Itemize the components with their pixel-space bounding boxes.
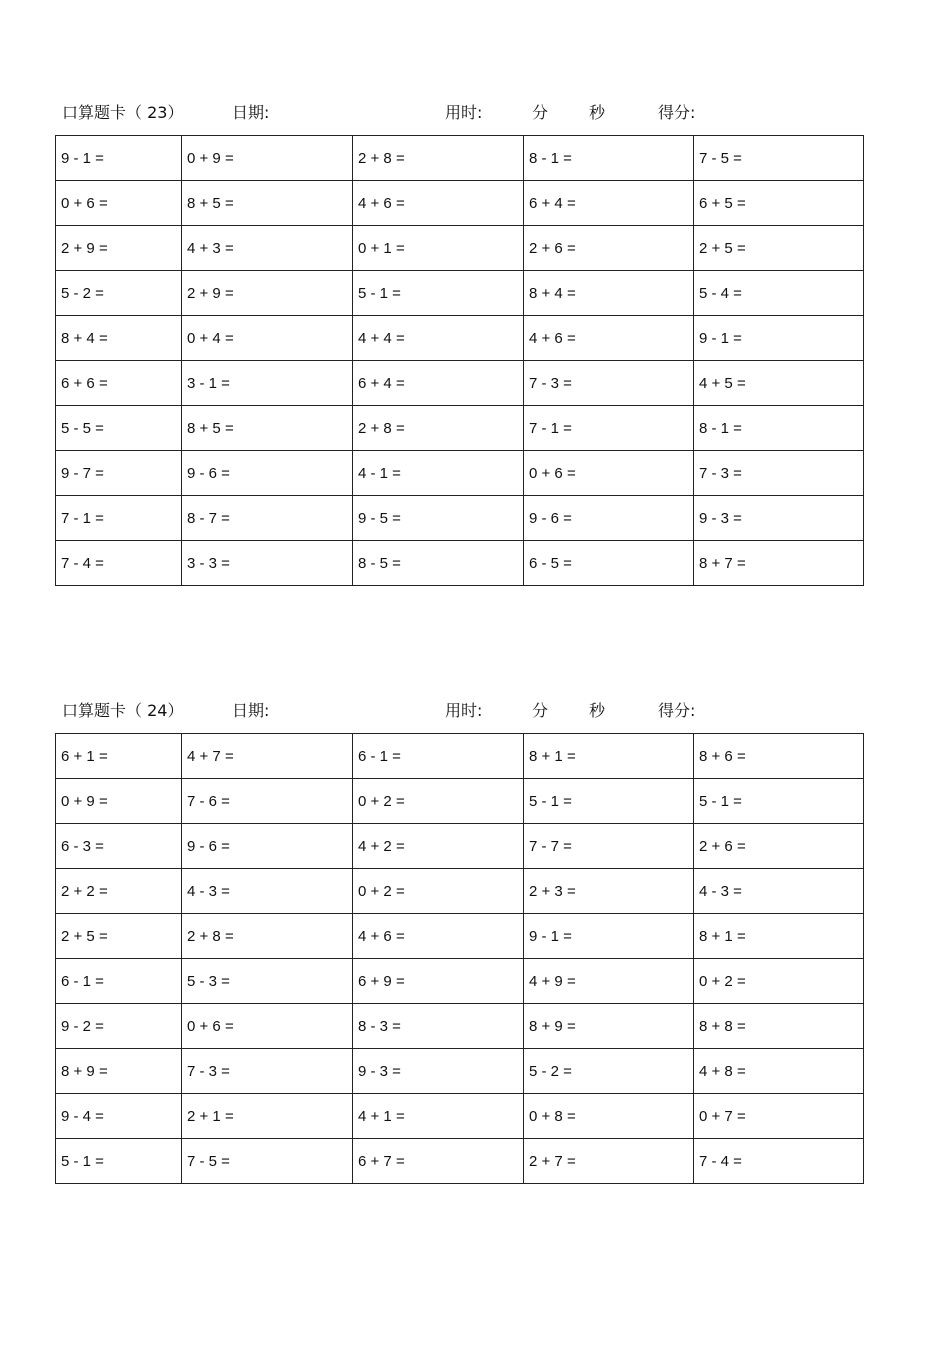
problem-cell: 8 + 5 =: [182, 181, 353, 226]
second-label: 秒: [589, 103, 606, 122]
problem-cell: 9 - 3 =: [353, 1049, 524, 1094]
problem-cell: 8 - 3 =: [353, 1004, 524, 1049]
problem-cell: 8 + 4 =: [56, 316, 182, 361]
problem-cell: 7 - 6 =: [182, 779, 353, 824]
problem-cell: 6 + 1 =: [56, 734, 182, 779]
problem-cell: 6 - 5 =: [524, 541, 694, 586]
problem-cell: 4 + 1 =: [353, 1094, 524, 1139]
problem-cell: 6 - 1 =: [353, 734, 524, 779]
problem-cell: 7 - 7 =: [524, 824, 694, 869]
problem-cell: 2 + 9 =: [56, 226, 182, 271]
problem-cell: 6 + 6 =: [56, 361, 182, 406]
time-label: 用时:: [445, 701, 483, 720]
problem-row: [56, 1094, 864, 1139]
problem-cell: 8 + 4 =: [524, 271, 694, 316]
problem-cell: 7 - 4 =: [694, 1139, 864, 1184]
problem-cell: 8 + 9 =: [56, 1049, 182, 1094]
problem-cell: 2 + 6 =: [524, 226, 694, 271]
problem-cell: 9 - 1 =: [56, 136, 182, 181]
problem-cell: 4 - 3 =: [182, 869, 353, 914]
problem-cell: 2 + 7 =: [524, 1139, 694, 1184]
card-title: 口算题卡（ 24）: [62, 701, 184, 720]
time-label: 用时:: [445, 103, 483, 122]
problem-cell: 5 - 5 =: [56, 406, 182, 451]
card-header: [0, 100, 950, 130]
problem-cell: 5 - 2 =: [56, 271, 182, 316]
problem-cell: 2 + 6 =: [694, 824, 864, 869]
minute-label: 分: [532, 701, 549, 720]
problem-row: [56, 824, 864, 869]
problem-row: [56, 1139, 864, 1184]
problem-cell: 4 + 6 =: [353, 914, 524, 959]
problem-cell: 7 - 4 =: [56, 541, 182, 586]
problem-cell: 2 + 2 =: [56, 869, 182, 914]
problem-row: [56, 406, 864, 451]
problem-cell: 4 + 8 =: [694, 1049, 864, 1094]
problem-cell: 8 - 7 =: [182, 496, 353, 541]
problem-cell: 6 + 9 =: [353, 959, 524, 1004]
problem-cell: 0 + 6 =: [524, 451, 694, 496]
problem-cell: 2 + 8 =: [353, 406, 524, 451]
problem-cell: 6 - 3 =: [56, 824, 182, 869]
problem-cell: 8 + 1 =: [524, 734, 694, 779]
problem-cell: 9 - 4 =: [56, 1094, 182, 1139]
problem-cell: 2 + 9 =: [182, 271, 353, 316]
problem-row: [56, 181, 864, 226]
problem-cell: 0 + 8 =: [524, 1094, 694, 1139]
problem-cell: 4 + 5 =: [694, 361, 864, 406]
problem-cell: 8 + 6 =: [694, 734, 864, 779]
problem-cell: 9 - 5 =: [353, 496, 524, 541]
problem-cell: 9 - 2 =: [56, 1004, 182, 1049]
problem-cell: 2 + 5 =: [56, 914, 182, 959]
problem-row: [56, 316, 864, 361]
problem-row: [56, 361, 864, 406]
problem-cell: 5 - 1 =: [56, 1139, 182, 1184]
problem-cell: 7 - 3 =: [524, 361, 694, 406]
problem-cell: 9 - 7 =: [56, 451, 182, 496]
problem-cell: 5 - 2 =: [524, 1049, 694, 1094]
problem-cell: 4 + 4 =: [353, 316, 524, 361]
practice-card-24: [0, 698, 950, 1170]
problem-cell: 6 - 1 =: [56, 959, 182, 1004]
problem-cell: 9 - 6 =: [182, 824, 353, 869]
problem-row: [56, 914, 864, 959]
problem-cell: 7 - 5 =: [694, 136, 864, 181]
problem-cell: 0 + 2 =: [694, 959, 864, 1004]
problem-cell: 7 - 3 =: [182, 1049, 353, 1094]
problem-cell: 8 + 5 =: [182, 406, 353, 451]
problem-row: [56, 959, 864, 1004]
problem-cell: 7 - 5 =: [182, 1139, 353, 1184]
problem-cell: 2 + 5 =: [694, 226, 864, 271]
problem-cell: 5 - 4 =: [694, 271, 864, 316]
problem-cell: 6 + 4 =: [353, 361, 524, 406]
problem-cell: 8 - 1 =: [524, 136, 694, 181]
problem-cell: 5 - 1 =: [524, 779, 694, 824]
second-label: 秒: [589, 701, 606, 720]
problem-row: [56, 869, 864, 914]
problem-cell: 2 + 8 =: [182, 914, 353, 959]
problem-cell: 4 + 3 =: [182, 226, 353, 271]
problem-cell: 2 + 3 =: [524, 869, 694, 914]
problem-row: [56, 496, 864, 541]
problem-cell: 9 - 6 =: [524, 496, 694, 541]
problem-cell: 0 + 2 =: [353, 869, 524, 914]
problem-cell: 8 + 8 =: [694, 1004, 864, 1049]
problem-cell: 3 - 3 =: [182, 541, 353, 586]
problem-cell: 2 + 1 =: [182, 1094, 353, 1139]
minute-label: 分: [532, 103, 549, 122]
problem-row: [56, 271, 864, 316]
problem-row: [56, 779, 864, 824]
problem-cell: 3 - 1 =: [182, 361, 353, 406]
problem-cell: 5 - 3 =: [182, 959, 353, 1004]
problem-cell: 8 + 1 =: [694, 914, 864, 959]
score-label: 得分:: [658, 701, 696, 720]
problem-row: [56, 541, 864, 586]
problem-cell: 0 + 6 =: [182, 1004, 353, 1049]
problem-cell: 9 - 1 =: [694, 316, 864, 361]
problem-cell: 9 - 1 =: [524, 914, 694, 959]
problem-cell: 4 + 6 =: [353, 181, 524, 226]
problem-row: [56, 136, 864, 181]
problem-cell: 0 + 9 =: [56, 779, 182, 824]
problem-grid: [55, 135, 864, 586]
problem-cell: 5 - 1 =: [353, 271, 524, 316]
problem-cell: 2 + 8 =: [353, 136, 524, 181]
problem-cell: 4 - 3 =: [694, 869, 864, 914]
problem-row: [56, 226, 864, 271]
problem-cell: 8 - 5 =: [353, 541, 524, 586]
problem-row: [56, 451, 864, 496]
problem-cell: 9 - 6 =: [182, 451, 353, 496]
problem-cell: 0 + 7 =: [694, 1094, 864, 1139]
problem-row: [56, 1049, 864, 1094]
problem-cell: 5 - 1 =: [694, 779, 864, 824]
problem-row: [56, 734, 864, 779]
problem-cell: 0 + 6 =: [56, 181, 182, 226]
practice-card-23: [0, 100, 950, 572]
problem-row: [56, 1004, 864, 1049]
problem-cell: 9 - 3 =: [694, 496, 864, 541]
problem-cell: 8 - 1 =: [694, 406, 864, 451]
problem-grid: [55, 733, 864, 1184]
problem-cell: 0 + 4 =: [182, 316, 353, 361]
problem-cell: 7 - 1 =: [524, 406, 694, 451]
problem-cell: 8 + 9 =: [524, 1004, 694, 1049]
problem-cell: 6 + 5 =: [694, 181, 864, 226]
problem-cell: 7 - 1 =: [56, 496, 182, 541]
problem-cell: 4 + 7 =: [182, 734, 353, 779]
problem-cell: 4 + 9 =: [524, 959, 694, 1004]
problem-cell: 4 + 2 =: [353, 824, 524, 869]
problem-cell: 6 + 7 =: [353, 1139, 524, 1184]
problem-cell: 0 + 9 =: [182, 136, 353, 181]
problem-cell: 4 - 1 =: [353, 451, 524, 496]
date-label: 日期:: [232, 103, 270, 122]
problem-cell: 8 + 7 =: [694, 541, 864, 586]
card-title: 口算题卡（ 23）: [62, 103, 184, 122]
problem-cell: 0 + 1 =: [353, 226, 524, 271]
problem-cell: 7 - 3 =: [694, 451, 864, 496]
problem-cell: 4 + 6 =: [524, 316, 694, 361]
score-label: 得分:: [658, 103, 696, 122]
problem-cell: 6 + 4 =: [524, 181, 694, 226]
problem-cell: 0 + 2 =: [353, 779, 524, 824]
date-label: 日期:: [232, 701, 270, 720]
card-header: [0, 698, 950, 728]
